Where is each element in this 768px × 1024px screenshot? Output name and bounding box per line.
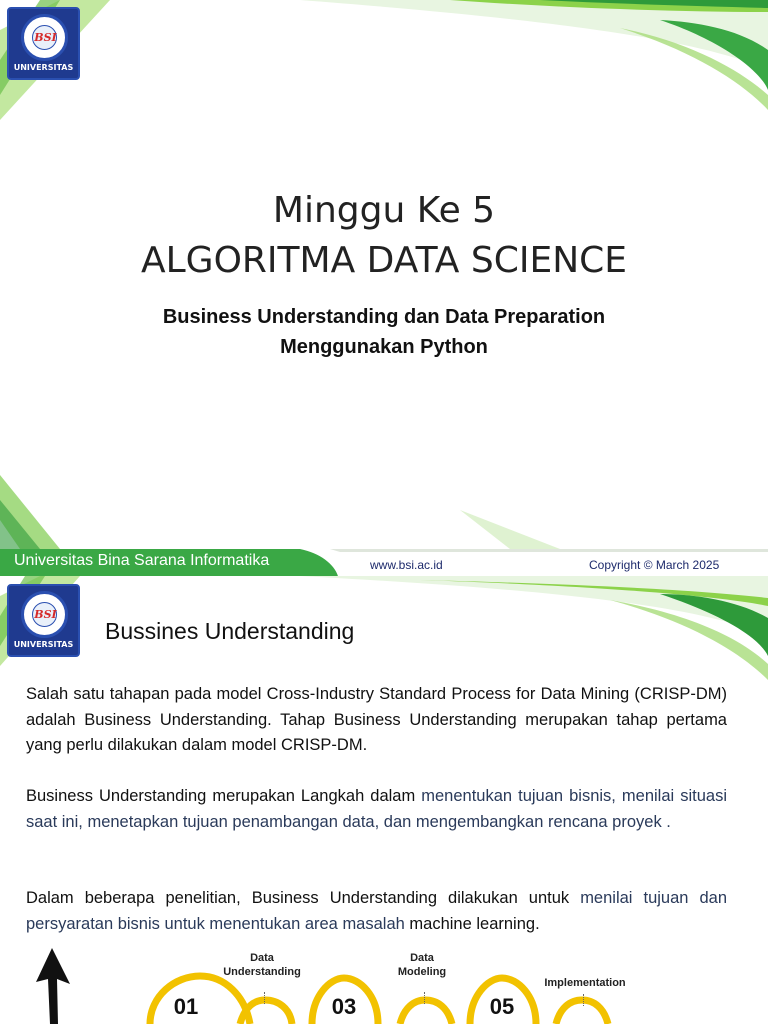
paragraph-crisp-dm: Salah satu tahapan pada model Cross-Industry Standard Process for Data Mining (CRISP-DM) adalah Business Understanding. Tahap Business Understanding merupakan tahap pertama yang perlu dilakukan dalam model CRISP-DM.: [26, 685, 727, 754]
step-label-line2: Implementation: [544, 977, 626, 989]
footer-university-name: Universitas Bina Sarana Informatika: [14, 552, 270, 569]
logo-label: UNIVERSITAS: [13, 640, 74, 649]
step-label-line1: Data: [410, 952, 434, 964]
step-label-line2: Understanding: [223, 966, 301, 978]
seal-icon: BSI: [21, 14, 68, 61]
content-slide: [0, 576, 768, 1024]
paragraph-research-highlight: menilai tujuan dan persyaratan bisnis untuk menentukan area masalah: [26, 889, 727, 933]
step-label-line1: Data: [250, 952, 274, 964]
step-label-data-modeling: [372, 951, 472, 979]
paragraph-research-tail: machine learning.: [409, 914, 540, 933]
slide-subtitle-line2: Menggunakan Python: [280, 336, 488, 358]
step-number-03: 03: [331, 994, 357, 1019]
slide-subtitle-line1: Business Understanding dan Data Preparation: [162, 306, 606, 328]
paragraph-research-lead: Dalam beberapa penelitian, Business Understanding dilakukan untuk: [26, 889, 581, 907]
logo-label: UNIVERSITAS: [13, 63, 74, 72]
dotted-connector: [264, 992, 266, 1004]
footer-website: www.bsi.ac.id: [370, 558, 443, 572]
paragraph-definition-highlight: menentukan tujuan bisnis, menilai situasi saat ini, menetapkan tujuan penambangan data, dan mengembangkan rencana proyek .: [26, 787, 727, 831]
slide-title-course: ALGORITMA DATA SCIENCE: [140, 240, 628, 281]
paragraph-definition-lead: Business Understanding merupakan Langkah dalam: [26, 787, 422, 805]
dotted-connector: [583, 994, 585, 1006]
slide-title-week: Minggu Ke 5: [272, 190, 496, 231]
slide-heading: Bussines Understanding: [105, 618, 355, 644]
step-number-05: 05: [489, 994, 515, 1019]
step-label-data-understanding: [212, 951, 312, 979]
step-label-implementation: [530, 976, 640, 990]
step-label-line2: Modeling: [397, 966, 447, 978]
seal-icon: BSI: [21, 591, 68, 638]
university-logo: [7, 7, 80, 80]
footer-copyright: Copyright © March 2025: [589, 558, 720, 572]
dotted-connector: [424, 992, 426, 1004]
step-number-01: 01: [173, 994, 199, 1019]
